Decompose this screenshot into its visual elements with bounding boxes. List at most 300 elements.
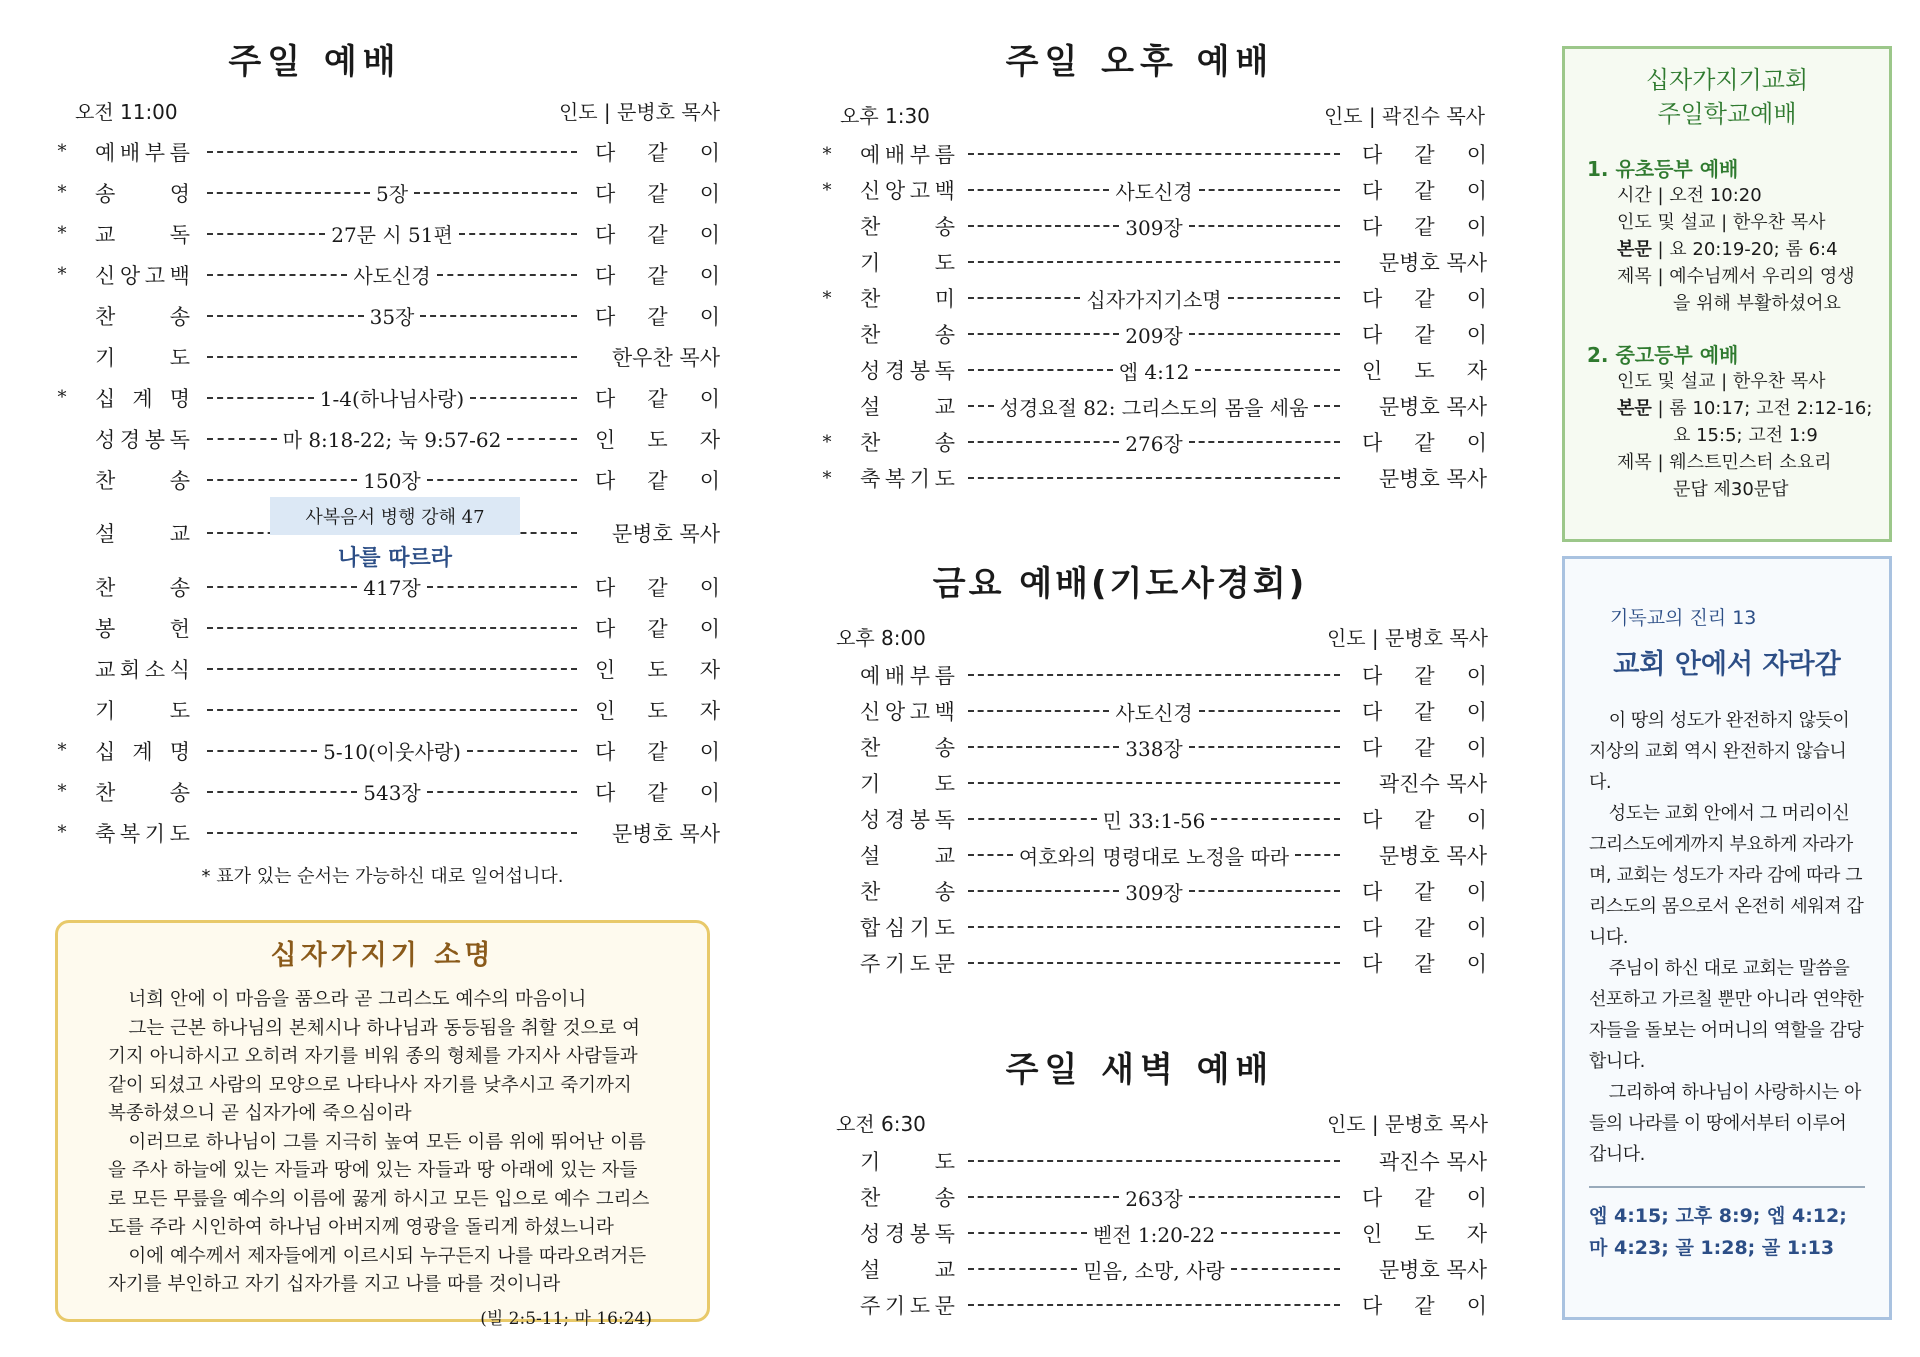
leader-dashes: [1211, 818, 1340, 820]
standing-mark: *: [57, 781, 67, 802]
leader-dashes: [1189, 333, 1340, 335]
order-item-detail: [968, 674, 1340, 676]
order-item-detail: [207, 151, 577, 153]
order-item-detail: [968, 733, 1340, 762]
church-name: 십자가지기교회: [1645, 66, 1809, 94]
order-item-detail-text: 사도신경: [353, 264, 431, 288]
order-item-name: 성 경 봉 독: [860, 359, 955, 383]
order-row: [55, 336, 725, 377]
leader-dashes: [1199, 710, 1340, 712]
order-item-detail-text: 35장: [369, 305, 415, 329]
order-item-person: 다 같 이: [1362, 143, 1487, 167]
order-item-detail: [968, 1255, 1340, 1284]
order-item-name: 축 복 기 도: [95, 821, 190, 846]
calling-body: [58, 986, 707, 1300]
standing-mark: *: [57, 387, 67, 408]
order-item-person: 다 같 이: [1362, 880, 1487, 904]
leader-dashes: [420, 315, 577, 317]
order-item-person: 다 같 이: [595, 386, 720, 411]
order-item-detail: [207, 465, 577, 494]
order-item-person: 다 같 이: [1362, 215, 1487, 239]
info-continuation: 요 15:5; 고전 1:9: [1673, 425, 1818, 446]
order-item-detail: [968, 1183, 1340, 1212]
leader-dashes: [1314, 405, 1340, 407]
order-item-person: 곽진수 목사: [1378, 772, 1487, 796]
leader-dashes: [427, 586, 577, 588]
order-item-detail-text: 27문 시 51편: [331, 223, 453, 247]
leader-dashes: [507, 438, 577, 440]
order-row: [820, 729, 1490, 765]
leader-dashes: [1189, 1196, 1340, 1198]
order-item-person: 다 같 이: [595, 575, 720, 600]
calling-paragraph: 이에 예수께서 제자들에게 이르시되 누구든지 나를 따라오려거든 자기를 부인하고 자기 십자가를 지고 나를 따를 것이니라: [108, 1245, 647, 1295]
order-row: [55, 254, 725, 295]
order-item-person: 인 도 자: [595, 657, 720, 682]
leader-dashes: [968, 818, 1097, 820]
truth-paragraph: 이 땅의 성도가 완전하지 않듯이 지상의 교회 역시 완전하지 않습니다.: [1589, 710, 1850, 793]
order-item-detail: [968, 1304, 1340, 1306]
info-continuation: 을 위해 부활하셨어요: [1673, 293, 1841, 314]
friday-service-title: 금요 예배(기도사경회): [932, 564, 1308, 604]
order-item-detail-text: 여호와의 명령대로 노정을 따라: [1018, 844, 1290, 869]
info-line: 본문 | 요 20:19-20; 롬 6:4: [1617, 239, 1838, 260]
leader-dashes: [968, 261, 1340, 263]
order-item-person: 다 같 이: [595, 140, 720, 165]
standing-mark: *: [57, 264, 67, 285]
order-item-detail-text: 338장: [1125, 736, 1183, 761]
order-item-detail-text: 엡 4:12: [1118, 359, 1190, 384]
order-item-detail: [968, 176, 1340, 205]
calling-reference: (빌 2:5-11; 마 16:24): [480, 1308, 652, 1329]
order-item-name: 주 기 도 문: [860, 952, 955, 976]
sunday-service-title: 주일 예배: [228, 42, 402, 82]
order-item-detail: [968, 697, 1340, 726]
order-row: [820, 316, 1490, 352]
truth-paragraph: 그리하여 하나님이 사랑하시는 아들의 나라를 이 땅에서부터 이루어 갑니다.: [1589, 1082, 1861, 1165]
order-item-person: 다 같 이: [1362, 287, 1487, 311]
sermon-title: 나를 따르라: [338, 546, 452, 571]
leader-dashes: [207, 479, 357, 481]
order-item-name: 찬 송: [95, 780, 190, 805]
dawn-service-meta: [816, 1108, 1488, 1137]
order-row: [820, 657, 1490, 693]
leader-dashes: [207, 832, 577, 834]
order-item-detail: [207, 219, 577, 248]
afternoon-service-meta: [820, 100, 1485, 129]
leader-dashes: [968, 746, 1119, 748]
order-item-detail: [968, 962, 1340, 964]
order-item-detail: [968, 320, 1340, 349]
order-row: [55, 418, 725, 459]
leader-dashes: [207, 356, 577, 358]
order-item-name: 십 계 명: [95, 739, 190, 764]
order-item-name: 봉 헌: [95, 616, 190, 641]
order-item-detail: [968, 877, 1340, 906]
order-row: [820, 460, 1490, 496]
leader-dashes: [968, 1196, 1119, 1198]
leader-dashes: [207, 709, 577, 711]
order-row: [820, 172, 1490, 208]
order-item-name: 기 도: [860, 1150, 955, 1174]
order-item-detail-text: 417장: [363, 576, 421, 600]
sermon-box: [270, 497, 520, 572]
sunday-service-meta: [55, 96, 720, 125]
standing-mark: *: [57, 141, 67, 162]
standing-mark: *: [822, 431, 832, 453]
leader-dashes: [968, 890, 1119, 892]
order-item-detail-text: 사도신경: [1115, 179, 1193, 204]
order-row: [55, 607, 725, 648]
order-item-name: 기 도: [95, 345, 190, 370]
order-item-detail: [968, 428, 1340, 457]
order-item-detail-text: 믿음, 소망, 사랑: [1083, 1258, 1225, 1283]
leader-dashes: [968, 782, 1340, 784]
order-item-person: 문병호 목사: [1378, 1258, 1487, 1282]
order-row: [55, 213, 725, 254]
order-item-detail: [207, 383, 577, 412]
order-item-name: 설 교: [95, 522, 190, 546]
order-item-name: 찬 송: [860, 215, 955, 239]
order-item-person: 곽진수 목사: [1378, 1150, 1487, 1174]
info-value: 웨스트민스터 소요리: [1669, 452, 1832, 473]
order-item-detail-text: 276장: [1125, 431, 1183, 456]
order-item-detail: [968, 805, 1340, 834]
leader-dashes: [1189, 890, 1340, 892]
order-item-detail-text: 사도신경: [1115, 700, 1193, 725]
youth-section: [1587, 339, 1889, 503]
dawn-service-title: 주일 새벽 예배: [1005, 1050, 1275, 1090]
leader-dashes: [207, 750, 317, 752]
afternoon-order: [820, 136, 1490, 496]
order-item-name: 설 교: [860, 844, 955, 868]
order-item-person: 다 같 이: [595, 263, 720, 288]
leader-dashes: [207, 438, 277, 440]
order-item-person: 문병호 목사: [1378, 251, 1487, 275]
info-continuation: 문답 제30문답: [1673, 479, 1789, 500]
leader-dashes: [968, 926, 1340, 928]
order-row: [820, 424, 1490, 460]
order-item-name: 교 회 소 식: [95, 657, 190, 682]
order-item-detail-text: 263장: [1125, 1186, 1183, 1211]
service-leader: 인도 | 문병호 목사: [1326, 1112, 1488, 1136]
order-row: [820, 1251, 1490, 1287]
order-item-detail-text: 309장: [1125, 880, 1183, 905]
leader-dashes: [207, 151, 577, 153]
service-time: 오후 8:00: [836, 626, 926, 650]
service-time: 오전 11:00: [75, 100, 178, 124]
order-item-name: 기 도: [860, 772, 955, 796]
order-item-name: 예 배 부 름: [95, 140, 190, 165]
sunday-school-title: 주일학교예배: [1657, 100, 1797, 128]
order-item-detail: [968, 477, 1340, 479]
order-item-name: 찬 미: [860, 287, 955, 311]
leader-dashes: [207, 192, 370, 194]
order-item-detail: [207, 572, 577, 601]
leader-dashes: [437, 274, 577, 276]
order-row: [820, 1179, 1490, 1215]
leader-dashes: [968, 962, 1340, 964]
order-item-detail: [207, 736, 577, 765]
order-row: [55, 377, 725, 418]
order-item-detail: [207, 832, 577, 834]
order-item-detail-text: 209장: [1125, 323, 1183, 348]
calling-paragraph: 너희 안에 이 마음을 품으라 곧 그리스도 예수의 마음이니: [128, 989, 587, 1010]
service-leader: 인도 | 문병호 목사: [1326, 626, 1488, 650]
standing-mark: *: [57, 822, 67, 843]
order-item-name: 기 도: [860, 251, 955, 275]
info-key: 제목: [1617, 452, 1652, 473]
leader-dashes: [207, 397, 314, 399]
order-item-detail-text: 민 33:1-56: [1102, 808, 1206, 833]
order-item-person: 다 같 이: [1362, 1186, 1487, 1210]
order-row: [55, 648, 725, 689]
order-item-name: 신 앙 고 백: [95, 263, 190, 288]
info-line: 본문 | 롬 10:17; 고전 2:12-16;: [1617, 398, 1873, 419]
leader-dashes: [1221, 1232, 1340, 1234]
info-value: 요 20:19-20; 롬 6:4: [1669, 239, 1838, 260]
order-item-detail: [968, 926, 1340, 928]
leader-dashes: [968, 854, 1013, 856]
order-item-person: 다 같 이: [595, 780, 720, 805]
calling-paragraph: 이러므로 하나님이 그를 지극히 높여 모든 이름 위에 뛰어난 이름을 주사 하늘에 있는 자들과 땅에 있는 자들과 땅 아래에 있는 자들로 모든 무릎을 예수의 이름에 꿇게 하시고 모든 입으로 예수 그리스도를 주라 시인하여 하나님 아버지께 영광을 돌리게 하셨느니라: [108, 1131, 650, 1238]
order-item-detail-text: 543장: [363, 781, 421, 805]
order-item-name: 찬 송: [860, 431, 955, 455]
leader-dashes: [207, 791, 357, 793]
order-row: [820, 1287, 1490, 1323]
order-item-name: 예 배 부 름: [860, 143, 955, 167]
section-heading: 1. 유초등부 예배: [1587, 157, 1739, 181]
order-item-detail: [968, 392, 1340, 421]
order-item-person: 다 같 이: [1362, 431, 1487, 455]
leader-dashes: [1189, 746, 1340, 748]
order-item-detail-text: 309장: [1125, 215, 1183, 240]
order-item-detail: [968, 1219, 1340, 1248]
order-item-person: 다 같 이: [1362, 323, 1487, 347]
leader-dashes: [968, 369, 1113, 371]
order-item-person: 다 같 이: [595, 616, 720, 641]
order-item-detail: [968, 356, 1340, 385]
order-row: [55, 131, 725, 172]
info-value: 한우찬 목사: [1732, 371, 1826, 392]
order-item-detail-text: 5-10(이웃사랑): [323, 740, 461, 764]
order-item-detail: [968, 841, 1340, 870]
info-line: 제목 | 예수님께서 우리의 영생: [1617, 266, 1855, 287]
order-row: [820, 1143, 1490, 1179]
order-row: [820, 693, 1490, 729]
order-item-person: 인 도 자: [1362, 359, 1487, 383]
order-item-name: 신 앙 고 백: [860, 179, 955, 203]
order-item-detail: [207, 668, 577, 670]
leader-dashes: [207, 586, 357, 588]
order-item-detail: [968, 782, 1340, 784]
order-row: [55, 771, 725, 812]
truth-references: [1565, 1200, 1889, 1264]
order-item-name: 기 도: [95, 698, 190, 723]
order-item-detail: [207, 356, 577, 358]
leader-dashes: [968, 153, 1340, 155]
leader-dashes: [1189, 441, 1340, 443]
leader-dashes: [968, 189, 1109, 191]
leader-dashes: [1189, 225, 1340, 227]
leader-dashes: [1199, 189, 1340, 191]
info-key: 제목: [1617, 266, 1652, 287]
order-item-name: 송 영: [95, 181, 190, 206]
leader-dashes: [968, 297, 1080, 299]
leader-dashes: [207, 668, 577, 670]
order-of-worship: [55, 131, 725, 853]
order-item-person: 한우찬 목사: [611, 345, 720, 370]
order-row: [820, 945, 1490, 981]
order-item-detail-text: 십자가지기소명: [1086, 287, 1222, 312]
calling-paragraph: 그는 근본 하나님의 본체시나 하나님과 동등됨을 취할 것으로 여기지 아니하시고 오히려 자기를 비워 종의 형체를 가지사 사람들과 같이 되셨고 사람의 모양으로 나타나사 자기를 낮추시고 죽기까지 복종하셨으니 곧 십자가에 죽으심이라: [108, 1017, 641, 1124]
order-item-name: 예 배 부 름: [860, 664, 955, 688]
leader-dashes: [968, 674, 1340, 676]
leader-dashes: [968, 477, 1340, 479]
order-item-detail: [968, 153, 1340, 155]
order-item-detail-text: 150장: [363, 469, 421, 493]
standing-mark: *: [822, 143, 832, 165]
order-item-person: 다 같 이: [1362, 916, 1487, 940]
order-row: [820, 388, 1490, 424]
order-row: [55, 566, 725, 607]
leader-dashes: [427, 479, 577, 481]
order-item-name: 신 앙 고 백: [860, 700, 955, 724]
order-item-name: 성 경 봉 독: [860, 808, 955, 832]
order-item-person: 문병호 목사: [1378, 467, 1487, 491]
truth-paragraph: 주님이 하신 대로 교회는 말씀을 선포하고 가르칠 뿐만 아니라 연약한 자들을 돌보는 어머니의 역할을 감당합니다.: [1589, 958, 1864, 1072]
order-item-detail: [207, 709, 577, 711]
order-item-person: 문병호 목사: [611, 821, 720, 846]
order-item-detail-text: 1-4(하나님사랑): [319, 387, 465, 411]
info-key: 시간: [1617, 185, 1652, 206]
order-row: [820, 280, 1490, 316]
order-row: [820, 873, 1490, 909]
order-row: [55, 812, 725, 853]
leader-dashes: [968, 1304, 1340, 1306]
order-row: [820, 1215, 1490, 1251]
order-item-detail: [968, 1160, 1340, 1162]
calling-box: [55, 920, 710, 1329]
order-item-name: 합 심 기 도: [860, 916, 955, 940]
leader-dashes: [207, 274, 347, 276]
order-item-person: 다 같 이: [1362, 736, 1487, 760]
order-row: [820, 352, 1490, 388]
info-value: 오전 10:20: [1669, 185, 1762, 206]
order-row: [820, 244, 1490, 280]
truth-paragraph: 성도는 교회 안에서 그 머리이신 그리스도에게까지 부요하게 자라가며, 교회는 성도가 자라 감에 따라 그리스도의 몸으로서 온전히 세워져 갑니다.: [1589, 803, 1864, 948]
order-item-person: 인 도 자: [1362, 1222, 1487, 1246]
other-services-column: [820, 0, 1488, 1357]
order-row: [55, 295, 725, 336]
order-item-person: 다 같 이: [1362, 664, 1487, 688]
elementary-section: [1587, 153, 1889, 317]
order-item-person: 다 같 이: [1362, 179, 1487, 203]
order-row: [55, 730, 725, 771]
order-item-person: 문병호 목사: [611, 522, 720, 546]
info-key: 인도 및 설교: [1617, 371, 1716, 392]
order-row: [820, 909, 1490, 945]
order-item-person: 다 같 이: [1362, 700, 1487, 724]
dawn-order: [820, 1143, 1490, 1323]
order-item-name: 십 계 명: [95, 386, 190, 411]
info-line: 제목 | 웨스트민스터 소요리: [1617, 452, 1832, 473]
standing-mark: *: [822, 287, 832, 309]
order-item-person: 문병호 목사: [1378, 844, 1487, 868]
leader-dashes: [968, 405, 994, 407]
order-item-detail: [207, 424, 577, 453]
leader-dashes: [968, 441, 1119, 443]
leader-dashes: [968, 225, 1119, 227]
leader-dashes: [968, 333, 1119, 335]
order-item-person: 문병호 목사: [1378, 395, 1487, 419]
order-row: [820, 837, 1490, 873]
order-item-name: 성 경 봉 독: [95, 427, 190, 452]
leader-dashes: [207, 233, 325, 235]
order-row: [820, 136, 1490, 172]
info-key: 본문: [1617, 398, 1652, 419]
leader-dashes: [414, 192, 577, 194]
leader-dashes: [968, 1160, 1340, 1162]
order-item-detail-text: 벧전 1:20-22: [1092, 1222, 1216, 1247]
order-row: [55, 172, 725, 213]
order-item-name: 찬 송: [860, 323, 955, 347]
leader-dashes: [1295, 854, 1340, 856]
order-item-name: 찬 송: [860, 1186, 955, 1210]
christian-truth-box: [1562, 556, 1892, 1320]
order-item-person: 다 같 이: [595, 739, 720, 764]
order-item-name: 찬 송: [860, 880, 955, 904]
leader-dashes: [207, 627, 577, 629]
order-item-person: 다 같 이: [595, 468, 720, 493]
order-row: [820, 765, 1490, 801]
order-row: [820, 208, 1490, 244]
order-item-name: 성 경 봉 독: [860, 1222, 955, 1246]
order-item-name: 찬 송: [860, 736, 955, 760]
order-item-person: 다 같 이: [595, 222, 720, 247]
order-item-name: 설 교: [860, 395, 955, 419]
sunday-school-box: [1562, 46, 1892, 542]
afternoon-service-title: 주일 오후 예배: [1005, 42, 1275, 82]
order-item-name: 주 기 도 문: [860, 1294, 955, 1318]
leader-dashes: [427, 791, 577, 793]
calling-title: 십자가지기 소명: [270, 940, 495, 971]
service-leader: 인도 | 곽진수 목사: [1323, 104, 1485, 128]
order-item-detail-text: 성경요절 82: 그리스도의 몸을 세움: [999, 395, 1309, 420]
order-item-detail: [207, 301, 577, 330]
info-value: 롬 10:17; 고전 2:12-16;: [1669, 398, 1873, 419]
order-item-name: 찬 송: [95, 304, 190, 329]
info-line: 인도 및 설교 | 한우찬 목사: [1617, 371, 1826, 392]
info-line: 인도 및 설교 | 한우찬 목사: [1617, 212, 1826, 233]
standing-mark: *: [822, 179, 832, 201]
order-item-detail: [207, 627, 577, 629]
order-item-detail: [968, 261, 1340, 263]
order-item-detail-text: 마 8:18-22; 눅 9:57-62: [282, 428, 502, 452]
friday-service-meta: [816, 622, 1488, 651]
reference-line: 마 4:23; 골 1:28; 골 1:13: [1589, 1237, 1835, 1259]
service-time: 오전 6:30: [836, 1112, 926, 1136]
order-item-person: 다 같 이: [595, 181, 720, 206]
divider: [1589, 1186, 1865, 1188]
service-time: 오후 1:30: [840, 104, 930, 128]
sunday-school-heading: [1565, 63, 1889, 131]
info-line: 시간 | 오전 10:20: [1617, 185, 1762, 206]
info-key: 본문: [1617, 239, 1652, 260]
leader-dashes: [1228, 297, 1340, 299]
truth-subtitle: 기독교의 진리 13: [1610, 607, 1757, 629]
order-item-detail-text: 5장: [375, 182, 409, 206]
leader-dashes: [1195, 369, 1340, 371]
